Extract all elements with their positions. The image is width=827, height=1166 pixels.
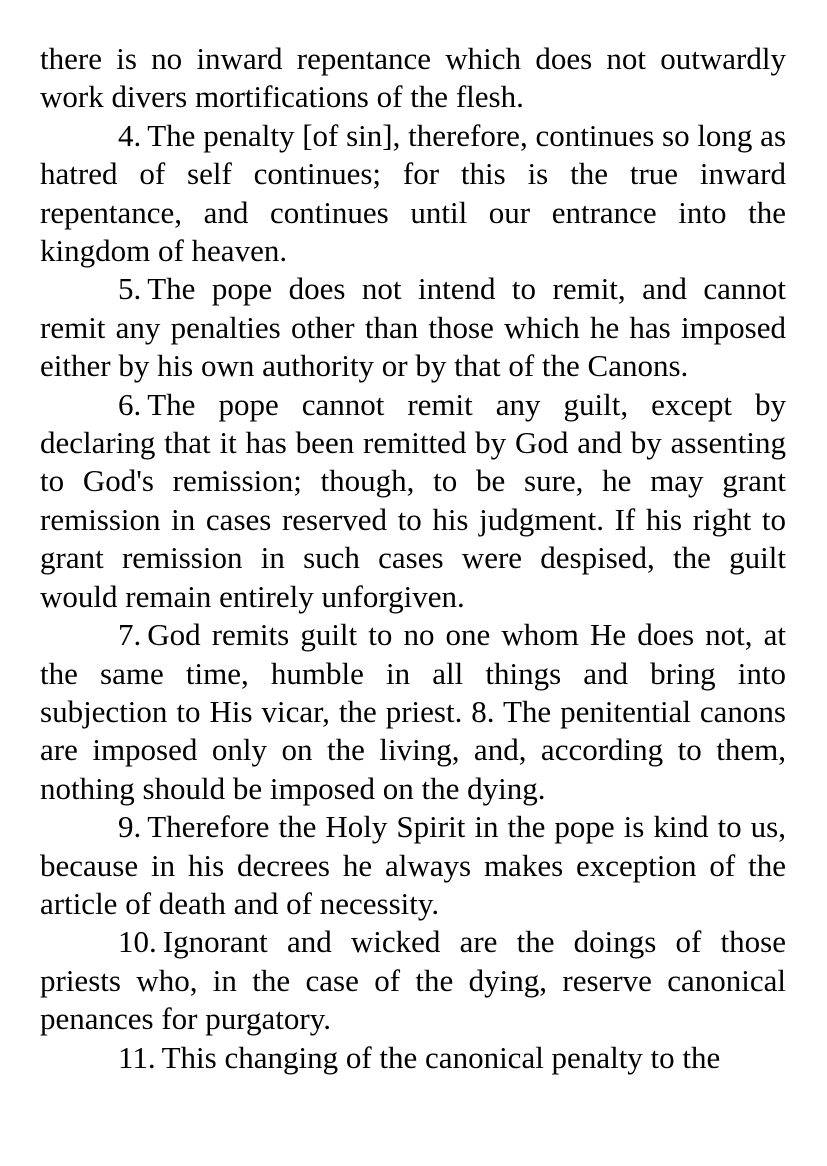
thesis-11 — [40, 1039, 786, 1077]
thesis-number: 9. — [118, 809, 142, 845]
thesis-4 — [40, 117, 786, 271]
thesis-number: 11. — [118, 1039, 156, 1075]
paragraph-text: there is no inward repentance which does not outwardly work divers mortifications of the flesh. — [40, 41, 786, 115]
thesis-text: The penalty [of sin], therefore, continues so long as hatred of self continues; for this is the true inward repentance, and continues until our entrance into the kingdom of heaven. — [40, 117, 787, 269]
thesis-10 — [40, 923, 786, 1038]
thesis-9 — [40, 808, 786, 923]
thesis-text: The pope does not intend to remit, and cannot remit any penalties other than those which he has imposed either by his own authority or by that of the Canons. — [40, 271, 786, 384]
thesis-number: 7. — [118, 617, 142, 653]
thesis-number: 5. — [118, 271, 142, 307]
document-page — [40, 40, 786, 1077]
thesis-text: Therefore the Holy Spirit in the pope is kind to us, because in his decrees he always makes exception of the article of death and of necessity. — [40, 809, 786, 921]
paragraph-continuation — [40, 40, 786, 117]
thesis-number: 6. — [118, 386, 142, 422]
thesis-number: 10. — [118, 924, 157, 960]
thesis-text: The pope cannot remit any guilt, except by declaring that it has been remitted by God and by assenting to God's remission; though, to be sure, he may grant remission in cases reserved to his judgment. If his right to grant remission in such cases were despised, the guilt would remain entirely unforgiven. — [40, 386, 786, 614]
thesis-6 — [40, 386, 786, 616]
thesis-text: This changing of the canonical penalty to the — [161, 1039, 721, 1075]
thesis-number: 4. — [118, 117, 142, 153]
thesis-7 — [40, 616, 786, 808]
thesis-text: Ignorant and wicked are the doings of those priests who, in the case of the dying, reserve canonical penances for purgatory. — [40, 924, 786, 1037]
thesis-text: God remits guilt to no one whom He does not, at the same time, humble in all things and bring into subjection to His vicar, the priest. 8. The penitential canons are imposed only on the living, and, according to them, nothing should be imposed on the dying. — [40, 617, 786, 806]
thesis-5 — [40, 270, 786, 385]
